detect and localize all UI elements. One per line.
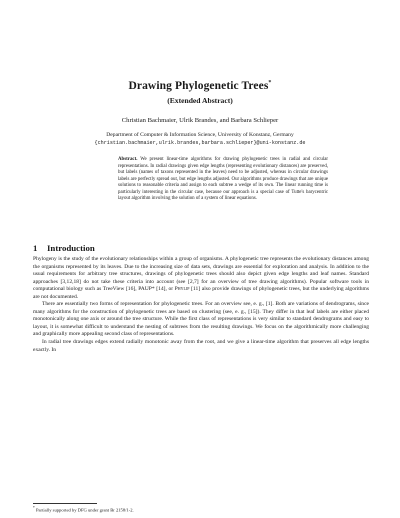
footnote: [33, 506, 134, 513]
paper-subtitle: (Extended Abstract): [167, 96, 233, 105]
paup-name: PAUP*: [138, 286, 155, 293]
paragraph-3: In radial tree drawings edges extend radially monotonic away from the root, and we give a linear-time algorithm that preserves all edge lengths exactly. In: [33, 339, 369, 353]
affiliation-line: Department of Computer & Information Science, University of Konstanz, Germany: [106, 132, 294, 138]
author-list: Christian Bachmaier, Ulrik Brandes, and Barbara Schlieper: [121, 117, 279, 124]
paper-title: Drawing Phylogenetic Trees*: [128, 80, 272, 92]
abstract-label: Abstract.: [118, 157, 138, 162]
paragraph-2: There are essentially two forms of representation for phylogenetic trees. For an overview see, e. g., [1]. Both are variations of dendrograms, since many algorithms for the construction of phylogenetic trees are based on clustering (see, e. g., [15]). They differ in that leaf labels are either placed monotonically along one axis or around the tree structure. While the first class of representations is very similar to standard dendrograms and easy to layout, it is somewhat difficult to understand the nesting of subtrees from the resulting drawings. We focus on the algorithmically more challenging and graphically more appealing second class of representations.: [33, 301, 369, 338]
author-emails: {christian.bachmaier,ulrik.brandes,barbara.schlieper}@uni-konstanz.de: [94, 140, 306, 146]
section-heading: [33, 243, 95, 253]
abstract-text: We present linear-time algorithms for drawing phylogenetic trees in radial and circular representations. In radial drawings given edge lengths (representing evolutionary distances) are preserved, but labels (names of taxons represented in the leaves) need to be adjusted, whereas in circular drawings labels are perfectly spread out, but edge lengths adjusted. Our algorithms produce drawings that are unique solutions to reasonable criteria and assign to each subtree a wedge of its own. The linear running time is particularly interesting in the circular case, because our approach is a special case of Tutte's barycentric layout algorithm involving the solution of a system of linear equations.: [118, 157, 328, 201]
section-number: 1: [33, 243, 38, 253]
phylip-name: Phylip: [174, 286, 190, 293]
paragraph-1: Phylogeny is the study of the evolutionary relationships within a group of organisms. A phylogenetic tree represents the evolutionary distances among the organisms represented by its leaves. Due to the increasing size of data sets, drawings are essential for exploration and analysis. In addition to the usual requirements for arbitrary tree structures, drawings of phylogenetic trees should also depict given edge lengths and leaf names. Standard approaches [3,12,18] do not take these criteria into account (see [2,7] for an overview of tree drawing algorithms). Popular software tools in computational biology such as TreeView [16], PAUP* [14], or Phylip [11] also provide drawings of phylogenetic trees, but the underlying algorithms are not documented.: [33, 256, 370, 300]
footnote-rule: [33, 503, 97, 504]
footnote-text: Partially supported by DFG under grant Br 2158/1-2.: [35, 507, 134, 513]
abstract: [118, 157, 328, 203]
section-title: Introduction: [47, 243, 95, 253]
body-text: [33, 256, 369, 354]
footnote-mark: *: [33, 506, 35, 510]
affiliation: [0, 131, 400, 147]
title-footnote-mark: *: [268, 80, 272, 87]
